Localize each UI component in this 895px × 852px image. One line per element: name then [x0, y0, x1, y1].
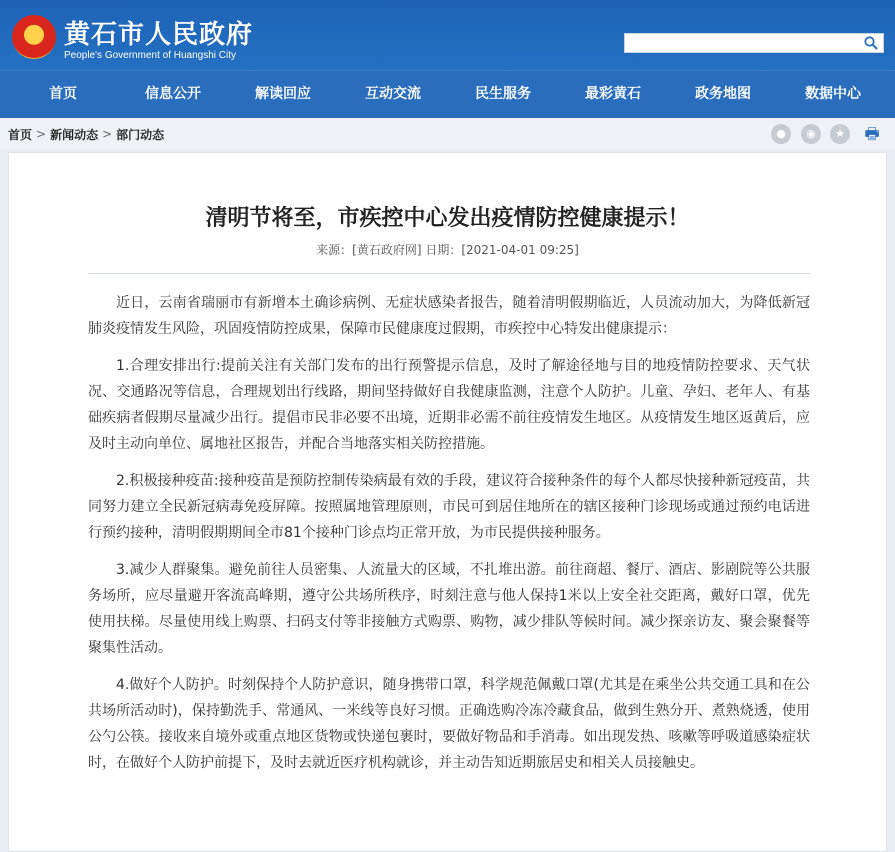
article-panel — [8, 152, 887, 852]
national-emblem-logo — [12, 15, 56, 59]
article-meta: 来源：[黄石政府网] 日期：[2021-04-01 09:25] — [316, 243, 579, 257]
main-nav — [0, 70, 895, 118]
wechat-icon[interactable]: ● — [771, 124, 791, 144]
nav-livelihood[interactable]: 民生服务 — [475, 86, 531, 102]
article-paragraph: 2.积极接种疫苗:接种疫苗是预防控制传染病最有效的手段，建议符合接种条件的每个人都尽快接种新冠疫苗，共同努力建立全民新冠病毒免疫屏障。按照属地管理原则，市民可到居住地所在的辖区接种门诊现场或通过预约电话进行预约接种，清明假期期间全市81个接种门诊点均正常开放，为市民提供接种服务。 — [88, 473, 810, 541]
nav-home[interactable]: 首页 — [49, 86, 77, 102]
breadcrumb — [0, 118, 895, 150]
article-body — [88, 290, 810, 787]
nav-interpretation[interactable]: 解读回应 — [255, 86, 311, 102]
nav-interaction[interactable]: 互动交流 — [365, 86, 421, 102]
weibo-icon[interactable]: ◉ — [801, 124, 821, 144]
nav-data-center[interactable]: 数据中心 — [805, 86, 861, 102]
breadcrumb-home[interactable]: 首页 — [8, 127, 33, 142]
search-box — [624, 33, 884, 53]
article-title: 清明节将至，市疾控中心发出疫情防控健康提示！ — [205, 206, 690, 231]
breadcrumb-department[interactable]: 部门动态 — [116, 127, 165, 142]
site-subtitle: People's Government of Huangshi City — [64, 50, 236, 61]
nav-info-public[interactable]: 信息公开 — [145, 86, 201, 102]
article-paragraph: 1.合理安排出行:提前关注有关部门发布的出行预警提示信息，及时了解途径地与目的地疫情防控要求、天气状况、交通路况等信息，合理规划出行线路，期间坚持做好自我健康监测，注意个人防护。儿童、孕妇、老年人、有基础疾病者假期尽量减少出行。提倡市民非必要不出境，近期非必需不前往疫情发生地区。从疫情发生地区返黄后，应及时主动向单位、属地社区报告，并配合当地落实相关防控措施。 — [88, 358, 810, 452]
favorite-icon[interactable]: ★ — [830, 124, 850, 144]
nav-map[interactable]: 政务地图 — [695, 86, 751, 102]
search-input[interactable] — [625, 36, 860, 54]
article-paragraph: 4.做好个人防护。时刻保持个人防护意识，随身携带口罩，科学规范佩戴口罩(尤其是在乘坐公共交通工具和在公共场所活动时)，保持勤洗手、常通风、一米线等良好习惯。正确选购冷冻冷藏食品，做到生熟分开、煮熟烧透，使用公勺公筷。接收来自境外或重点地区货物或快递包裹时，要做好物品和手消毒。如出现发热、咳嗽等呼吸道感染症状时，在做好个人防护前提下，及时去就近医疗机构就诊，并主动告知近期旅居史和相关人员接触史。 — [88, 677, 810, 771]
nav-huangshi[interactable]: 最彩黄石 — [585, 86, 641, 102]
article-paragraph: 3.减少人群聚集。避免前往人员密集、人流量大的区域，不扎堆出游。前往商超、餐厅、酒店、影剧院等公共服务场所，应尽量避开客流高峰期，遵守公共场所秩序，时刻注意与他人保持1米以上安全社交距离，戴好口罩，优先使用扶梯。尽量使用线上购票、扫码支付等非接触方式购票、购物，减少排队等候时间。减少探亲访友、聚会聚餐等聚集性活动。 — [88, 562, 810, 656]
article-paragraph: 近日，云南省瑞丽市有新增本土确诊病例、无症状感染者报告，随着清明假期临近，人员流动加大，为降低新冠肺炎疫情发生风险，巩固疫情防控成果，保障市民健康度过假期，市疾控中心特发出健康提示： — [88, 295, 810, 337]
site-header — [0, 0, 895, 70]
title-divider — [88, 273, 810, 274]
breadcrumb-separator: > — [102, 127, 113, 141]
breadcrumb-news[interactable]: 新闻动态 — [50, 127, 99, 142]
print-icon[interactable]: 🖶 — [864, 124, 880, 143]
search-icon[interactable] — [864, 36, 878, 50]
breadcrumb-separator: > — [36, 127, 47, 141]
site-title[interactable]: 黄石市人民政府 — [64, 20, 254, 50]
